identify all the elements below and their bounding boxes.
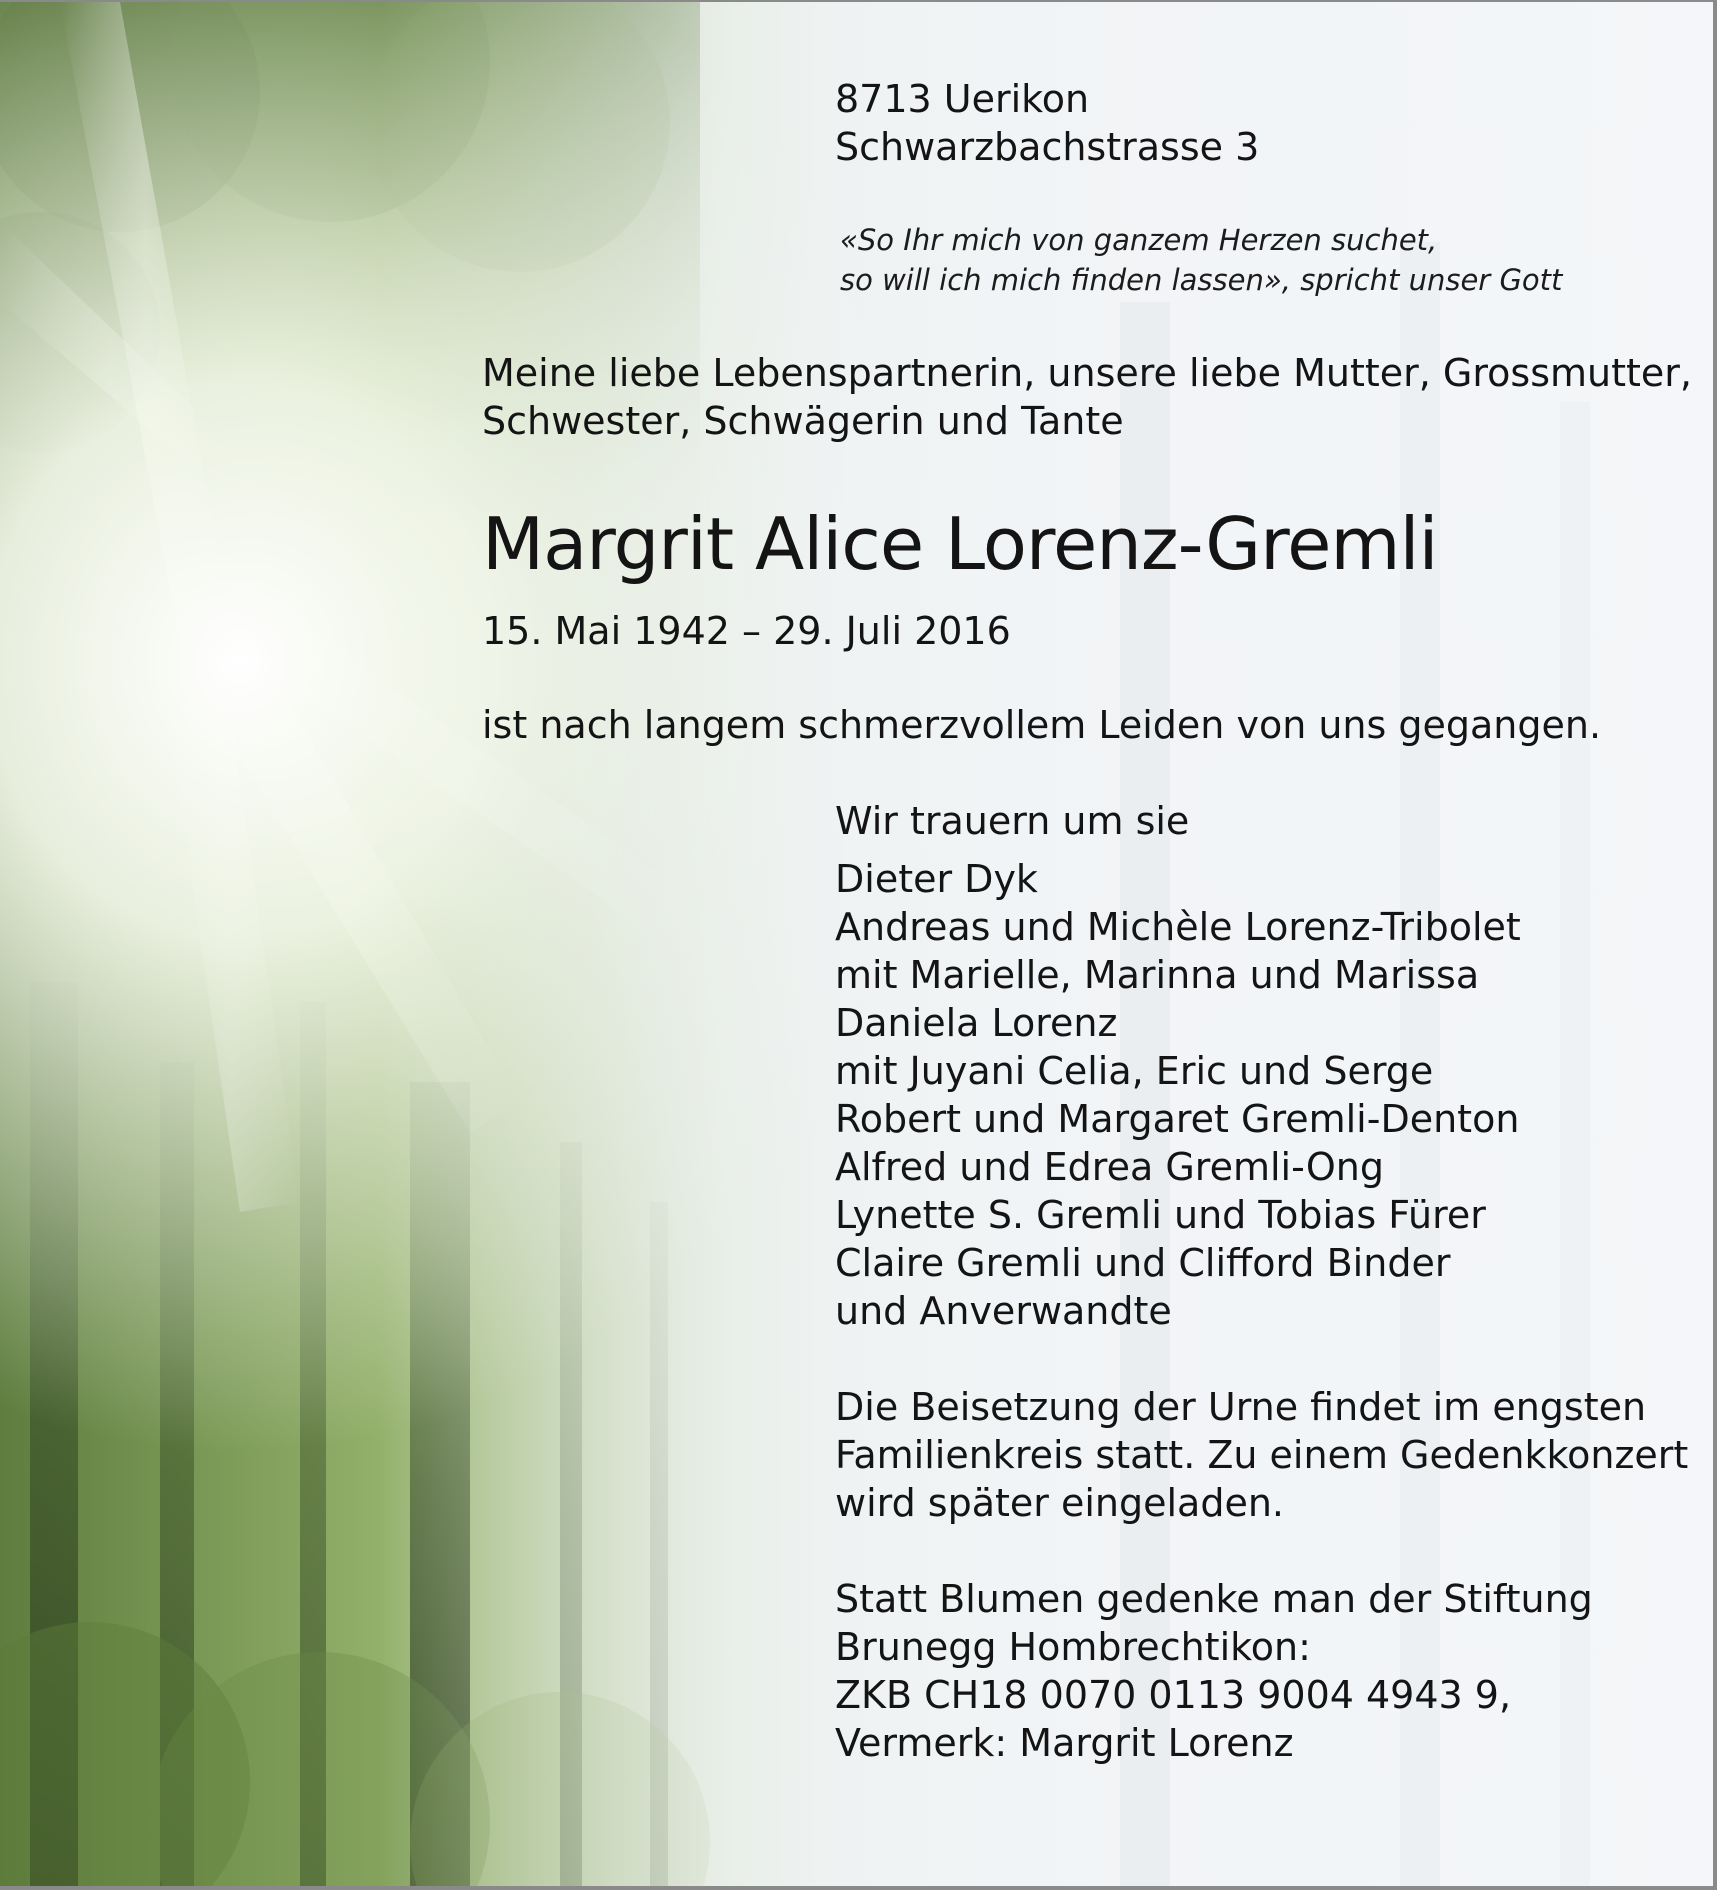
burial-line-1: Die Beisetzung der Urne findet im engsten [835,1385,1647,1429]
mourner-name: Daniela Lorenz [835,1001,1118,1045]
mourner-name: Robert und Margaret Gremli-Denton [835,1097,1520,1141]
address-city: 8713 Uerikon [835,77,1090,121]
address-street: Schwarzbachstrasse 3 [835,125,1260,169]
intro-line-1: Meine liebe Lebenspartnerin, unsere liebe Mutter, Grossmutter, [482,351,1692,395]
mourners-heading: Wir trauern um sie [835,799,1190,843]
burial-line-2: Familienkreis statt. Zu einem Gedenkkonzert [835,1433,1689,1477]
passing-message: ist nach langem schmerzvollem Leiden von uns gegangen. [482,703,1602,747]
quote-line-1: «So Ihr mich von ganzem Herzen suchet, [840,223,1438,257]
donation-line-2: Brunegg Hombrechtikon: [835,1625,1311,1669]
mourner-name: Alfred und Edrea Gremli-Ong [835,1145,1384,1189]
donation-line-1: Statt Blumen gedenke man der Stiftung [835,1577,1593,1621]
mourner-name: mit Marielle, Marinna und Marissa [835,953,1480,997]
mourner-name: Dieter Dyk [835,857,1038,901]
quote-line-2: so will ich mich finden lassen», spricht unser Gott [840,263,1563,297]
donation-line-3: ZKB CH18 0070 0113 9004 4943 9, [835,1673,1512,1717]
mourner-name: Claire Gremli und Clifford Binder [835,1241,1451,1285]
deceased-name: Margrit Alice Lorenz-Gremli [482,502,1438,586]
intro-line-2: Schwester, Schwägerin und Tante [482,399,1124,443]
donation-line-4: Vermerk: Margrit Lorenz [835,1721,1294,1765]
mourner-name: Andreas und Michèle Lorenz-Tribolet [835,905,1521,949]
mourner-name: und Anverwandte [835,1289,1172,1333]
mourner-name: Lynette S. Gremli und Tobias Fürer [835,1193,1486,1237]
mourner-name: mit Juyani Celia, Eric und Serge [835,1049,1434,1093]
deceased-dates: 15. Mai 1942 – 29. Juli 2016 [482,609,1011,653]
burial-line-3: wird später eingeladen. [835,1481,1285,1525]
